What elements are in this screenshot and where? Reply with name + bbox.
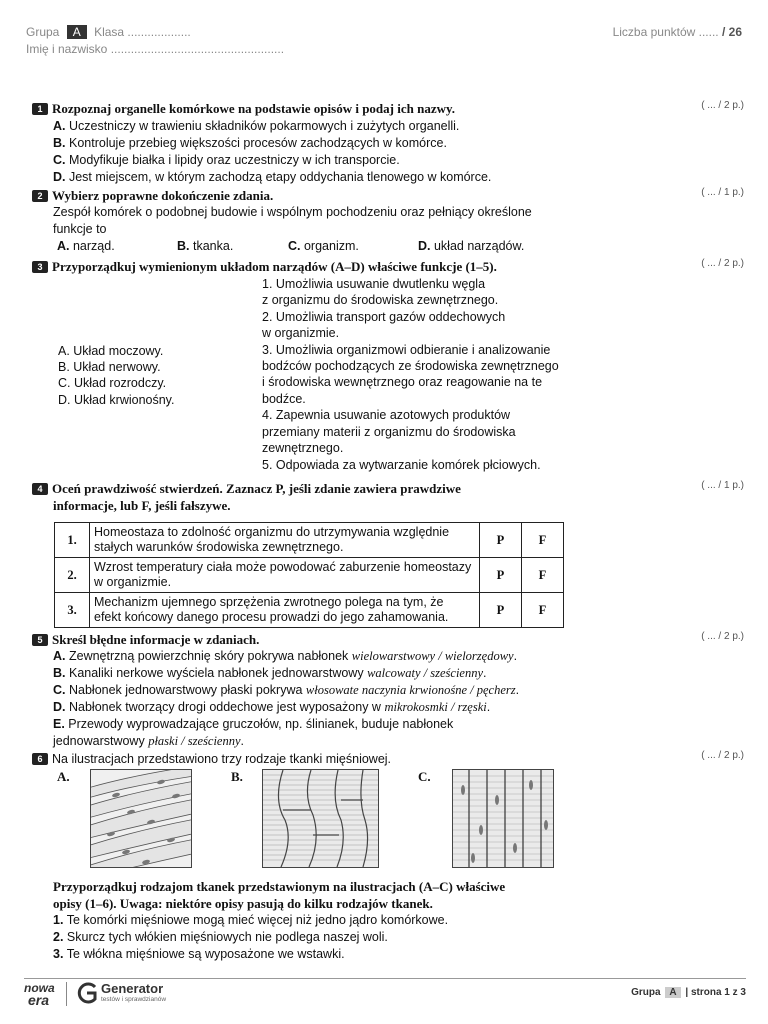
q2-option-d: D. układ narządów. <box>418 239 525 253</box>
q6-description-3: 3. Te włókna mięśniowe są wyposażone we wstawki. <box>53 947 345 961</box>
q3-function-line: 4. Zapewnia usuwanie azotowych produktów <box>262 408 511 422</box>
q2-option-b: B. tkanka. <box>177 239 234 253</box>
q3-function-line: z organizmu do środowiska zewnętrznego. <box>262 293 499 307</box>
q3-title: 3 Przyporządkuj wymienionym układom narządów (A–D) właściwe funkcje (1–5). <box>32 258 497 275</box>
q3-number: 3 <box>32 261 48 273</box>
q3-points: ( ... / 2 p.) <box>701 258 744 269</box>
group-label: Grupa <box>26 25 60 39</box>
q2-option-c: C. organizm. <box>288 239 359 253</box>
q5-item-c: C. Nabłonek jednowarstwowy płaski pokrywa włosowate naczynia krwionośne / pęcherz. <box>53 683 520 697</box>
false-option[interactable]: F <box>522 523 564 558</box>
q3-function-line: bodźców pochodzących ze środowiska zewnętrznego <box>262 359 559 373</box>
smooth-muscle-illustration <box>90 769 192 868</box>
q1-item-a: A. Uczestniczy w trawieniu składników pokarmowych i zużytych organelli. <box>53 119 460 133</box>
illustration-label-c: C. <box>418 769 431 784</box>
page-number: | strona 1 z 3 <box>685 987 746 998</box>
true-option[interactable]: P <box>480 593 522 628</box>
q6-points: ( ... / 2 p.) <box>701 750 744 761</box>
q3-system-b: B. Układ nerwowy. <box>58 360 161 374</box>
q1-item-b: B. Kontroluje przebieg większości procesów zachodzących w komórce. <box>53 136 447 150</box>
q6-number: 6 <box>32 753 48 765</box>
footer-group-badge: A <box>665 987 680 998</box>
q4-title-2: informacje, lub F, jeśli fałszywe. <box>53 498 231 513</box>
q3-function-line: 2. Umożliwia transport gazów oddechowych <box>262 310 506 324</box>
q3-function-line: i środowiska wewnętrznego oraz reagowanie na te <box>262 375 543 389</box>
false-option[interactable]: F <box>522 558 564 593</box>
q3-system-c: C. Układ rozrodczy. <box>58 376 167 390</box>
q3-function-line: 1. Umożliwia usuwanie dwutlenku węgla <box>262 277 486 291</box>
q1-item-d: D. Jest miejscem, w którym zachodzą etapy oddychania tlenowego w komórce. <box>53 170 492 184</box>
footer-divider <box>24 978 746 979</box>
q3-function-line: zewnętrznego. <box>262 441 344 455</box>
header-group <box>26 25 191 39</box>
points-max: / 26 <box>721 25 742 39</box>
q2-stem-1: Zespół komórek o podobnej budowie i wspólnym pochodzeniu oraz pełniący określone <box>53 205 532 219</box>
row-number: 3. <box>55 593 90 628</box>
table-row <box>55 558 564 593</box>
illustration-label-a: A. <box>57 769 70 784</box>
table-row <box>55 523 564 558</box>
skeletal-muscle-illustration <box>452 769 554 868</box>
illustration-label-b: B. <box>231 769 243 784</box>
true-option[interactable]: P <box>480 558 522 593</box>
q6-task-1: Przyporządkuj rodzajom tkanek przedstawionym na ilustracjach (A–C) właściwe <box>53 879 506 894</box>
q5-points: ( ... / 2 p.) <box>701 631 744 642</box>
points-label: Liczba punktów ...... <box>612 25 719 39</box>
q2-title: 2 Wybierz poprawne dokończenie zdania. <box>32 187 273 204</box>
true-false-table <box>54 522 564 628</box>
q3-function-line: 5. Odpowiada za wytwarzanie komórek płciowych. <box>262 458 541 472</box>
q5-item-e-cont: jednowarstwowy płaski / sześcienny. <box>53 734 245 748</box>
statement: Wzrost temperatury ciała może powodować zaburzenie homeostazy w organizmie. <box>90 558 480 593</box>
q6-description-1: 1. Te komórki mięśniowe mogą mieć więcej niż jedno jądro komórkowe. <box>53 913 449 927</box>
footer-page-info: Grupa A | strona 1 z 3 <box>631 987 746 998</box>
q4-title-1: 4 Oceń prawdziwość stwierdzeń. Zaznacz P, jeśli zdanie zawiera prawdziwe <box>32 480 461 497</box>
q5-item-d: D. Nabłonek tworzący drogi oddechowe jest wyposażony w mikrokosmki / rzęski. <box>53 700 491 714</box>
q3-function-line: w organizmie. <box>262 326 340 340</box>
points-total <box>613 25 742 39</box>
q1-points: ( ... / 2 p.) <box>701 100 744 111</box>
cardiac-muscle-illustration <box>262 769 379 868</box>
q2-option-a: A. narząd. <box>57 239 115 253</box>
footer-separator <box>66 982 67 1006</box>
q5-title: 5 Skreśl błędne informacje w zdaniach. <box>32 631 259 648</box>
q5-item-a: A. Zewnętrzną powierzchnię skóry pokrywa nabłonek wielowarstwowy / wielorzędowy. <box>53 649 518 663</box>
row-number: 1. <box>55 523 90 558</box>
q5-item-b: B. Kanaliki nerkowe wyściela nabłonek jednowarstwowy walcowaty / sześcienny. <box>53 666 487 680</box>
q6-description-2: 2. Skurcz tych włókien mięśniowych nie podlega naszej woli. <box>53 930 388 944</box>
true-option[interactable]: P <box>480 523 522 558</box>
q2-stem-2: funkcje to <box>53 222 107 236</box>
q3-system-d: D. Układ krwionośny. <box>58 393 175 407</box>
statement: Homeostaza to zdolność organizmu do utrzymywania względnie stałych warunków środowiska zewnętrznego. <box>90 523 480 558</box>
group-badge: A <box>67 25 87 39</box>
q2-points: ( ... / 1 p.) <box>701 187 744 198</box>
generator-logo <box>76 981 98 1010</box>
table-row <box>55 593 564 628</box>
q4-number: 4 <box>32 483 48 495</box>
q6-task-2: opisy (1–6). Uwaga: niektóre opisy pasują do kilku rodzajów tkanek. <box>53 896 433 911</box>
q2-number: 2 <box>32 190 48 202</box>
class-field: Klasa ................... <box>94 25 191 39</box>
q1-number: 1 <box>32 103 48 115</box>
q1-item-c: C. Modyfikuje białka i lipidy oraz uczestniczy w ich transporcie. <box>53 153 400 167</box>
false-option[interactable]: F <box>522 593 564 628</box>
q5-number: 5 <box>32 634 48 646</box>
row-number: 2. <box>55 558 90 593</box>
q5-item-e: E. Przewody wyprowadzające gruczołów, np. ślinianek, buduje nabłonek <box>53 717 454 731</box>
q3-system-a: A. Układ moczowy. <box>58 344 164 358</box>
q1-title: 1 Rozpoznaj organelle komórkowe na podstawie opisów i podaj ich nazwy. <box>32 100 455 117</box>
q3-function-line: bodźce. <box>262 392 306 406</box>
generator-text: Generator testów i sprawdzianów <box>101 981 167 1003</box>
nowa-era-logo: nowa era <box>24 981 55 1008</box>
q4-points: ( ... / 1 p.) <box>701 480 744 491</box>
q6-title: 6 Na ilustracjach przedstawiono trzy rodzaje tkanki mięśniowej. <box>32 750 391 768</box>
q3-function-line: 3. Umożliwia organizmowi odbieranie i analizowanie <box>262 343 551 357</box>
statement: Mechanizm ujemnego sprzężenia zwrotnego polega na tym, że efekt końcowy danego procesu prowadzi do jego zahamowania. <box>90 593 480 628</box>
name-field: Imię i nazwisko .................................................... <box>26 42 285 56</box>
generator-g-icon <box>76 981 98 1005</box>
q3-function-line: przemiany materii z organizmu do środowiska <box>262 425 516 439</box>
